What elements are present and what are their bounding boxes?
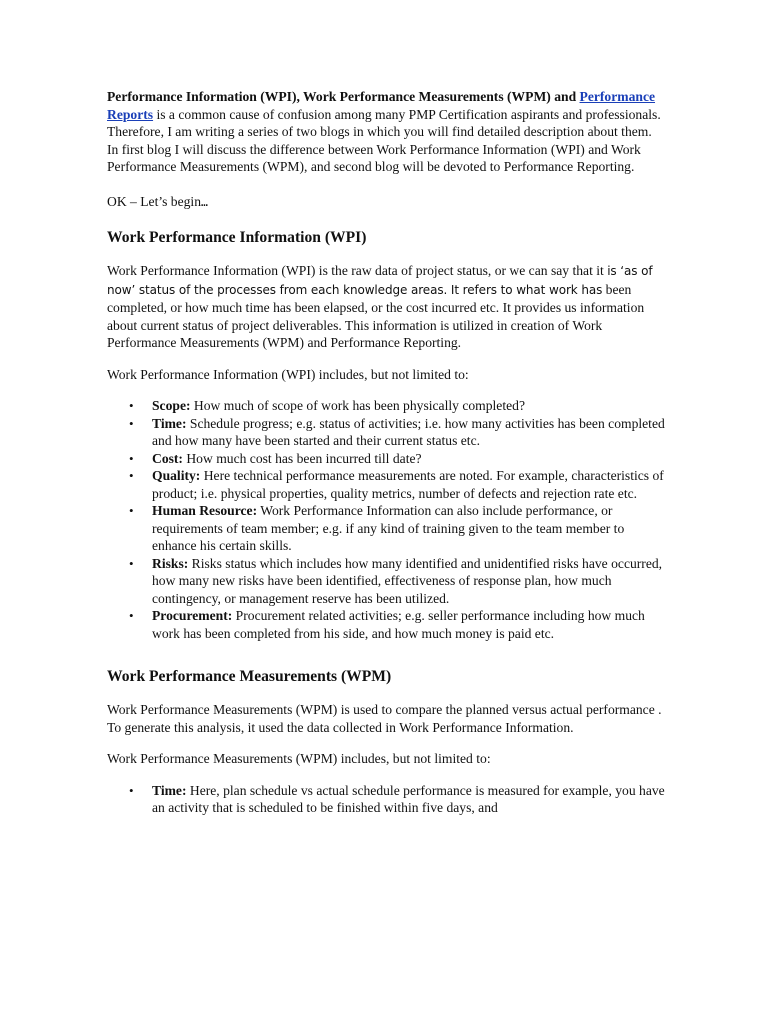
list-item-term: Time: [152,782,187,798]
list-item [129,397,665,415]
list-item-text: Procurement related activities; e.g. seller performance including how much work has been completed from his side, and how much money is paid etc. [152,608,645,641]
list-item [129,607,665,642]
ok-begin-line [107,193,665,212]
performance-reports-link[interactable]: Performance Reports [107,89,656,122]
list-item-text: Here technical performance measurements are noted. For example, characteristics of product; i.e. physical properties, quality metrics, number of defects and rejection rate etc. [152,468,664,501]
document-page [107,88,665,831]
list-item-term: Cost: [152,450,183,466]
bullet-icon: • [129,782,134,798]
wpi-desc-part2: is ‘as of now’ status of the processes from each knowledge areas. It refers to what work has [107,264,653,297]
bullet-icon: • [129,555,134,571]
wpi-desc-part1: Work Performance Information (WPI) is the raw data of project status, or we can say that it [107,263,604,278]
list-item-term: Human Resource: [152,503,258,518]
list-item [129,782,665,817]
wpm-description: Work Performance Measurements (WPM) is used to compare the planned versus actual performance . To generate this analysis, it used the data collected in Work Performance Information. [107,702,662,735]
wpi-heading: Work Performance Information (WPI) [107,229,367,246]
wpi-includes-line: Work Performance Information (WPI) includes, but not limited to: [107,366,469,382]
wpm-includes-line: Work Performance Measurements (WPM) includes, but not limited to: [107,751,491,766]
list-item-text: Here, plan schedule vs actual schedule performance is measured for example, you have an activity that is scheduled to be finished within five days, and [152,782,665,815]
ok-begin-ellipsis: … [201,194,208,209]
bullet-icon: • [129,468,134,483]
wpi-list [107,397,665,642]
list-item-term: Scope: [152,398,191,413]
bullet-icon: • [129,608,134,623]
bullet-icon: • [129,503,134,518]
wpm-heading: Work Performance Measurements (WPM) [107,668,392,685]
list-item-text: Schedule progress; e.g. status of activities; i.e. how many activities has been completed and how many have been started and their current status etc. [152,415,665,448]
bullet-icon: • [129,450,134,466]
wpm-list [107,782,665,817]
list-item-term: Time: [152,415,187,431]
wpi-description [107,262,665,352]
list-item [129,415,665,450]
bullet-icon: • [129,415,134,431]
intro-lead-bold: Performance Information (WPI), Work Performance Measurements (WPM) and [107,89,577,104]
list-item-term: Quality: [152,468,201,483]
list-item-text: Work Performance Information can also include performance, or requirements of team member; e.g. if any kind of training given to the team member to enhance his certain skills. [152,503,625,553]
list-item-text: How much of scope of work has been physically completed? [190,398,525,413]
list-item-term: Risks: [152,555,189,571]
ok-begin-text: OK – Let’s begin [107,193,202,209]
list-item-text: How much cost has been incurred till date? [182,450,422,466]
list-item [129,502,665,555]
list-item [129,450,665,468]
list-item [129,555,665,608]
intro-rest-text: is a common cause of confusion among many PMP Certification aspirants and professionals. Therefore, I am writing a series of two blogs in which you will find detailed description about them. In first blog I will discuss the difference between Work Performance Information (WPI) and Work Performance Measurements (WPM), and second blog will be devoted to Performance Reporting. [107,106,661,174]
list-item [129,467,665,502]
wpi-desc-part3: been completed, or how much time has been elapsed, or the cost incurred etc. It provides us information about current status of project deliverables. This information is utilized in creation of Work Performance Measurements (WPM) and Performance Reporting. [107,281,645,350]
list-item-text: Risks status which includes how many identified and unidentified risks have occurred, how many new risks have been identified, effectiveness of response plan, how much contingency, or management reserve has been utilized. [152,555,663,606]
bullet-icon: • [129,398,134,413]
intro-paragraph [107,88,665,176]
list-item-term: Procurement: [152,608,233,623]
